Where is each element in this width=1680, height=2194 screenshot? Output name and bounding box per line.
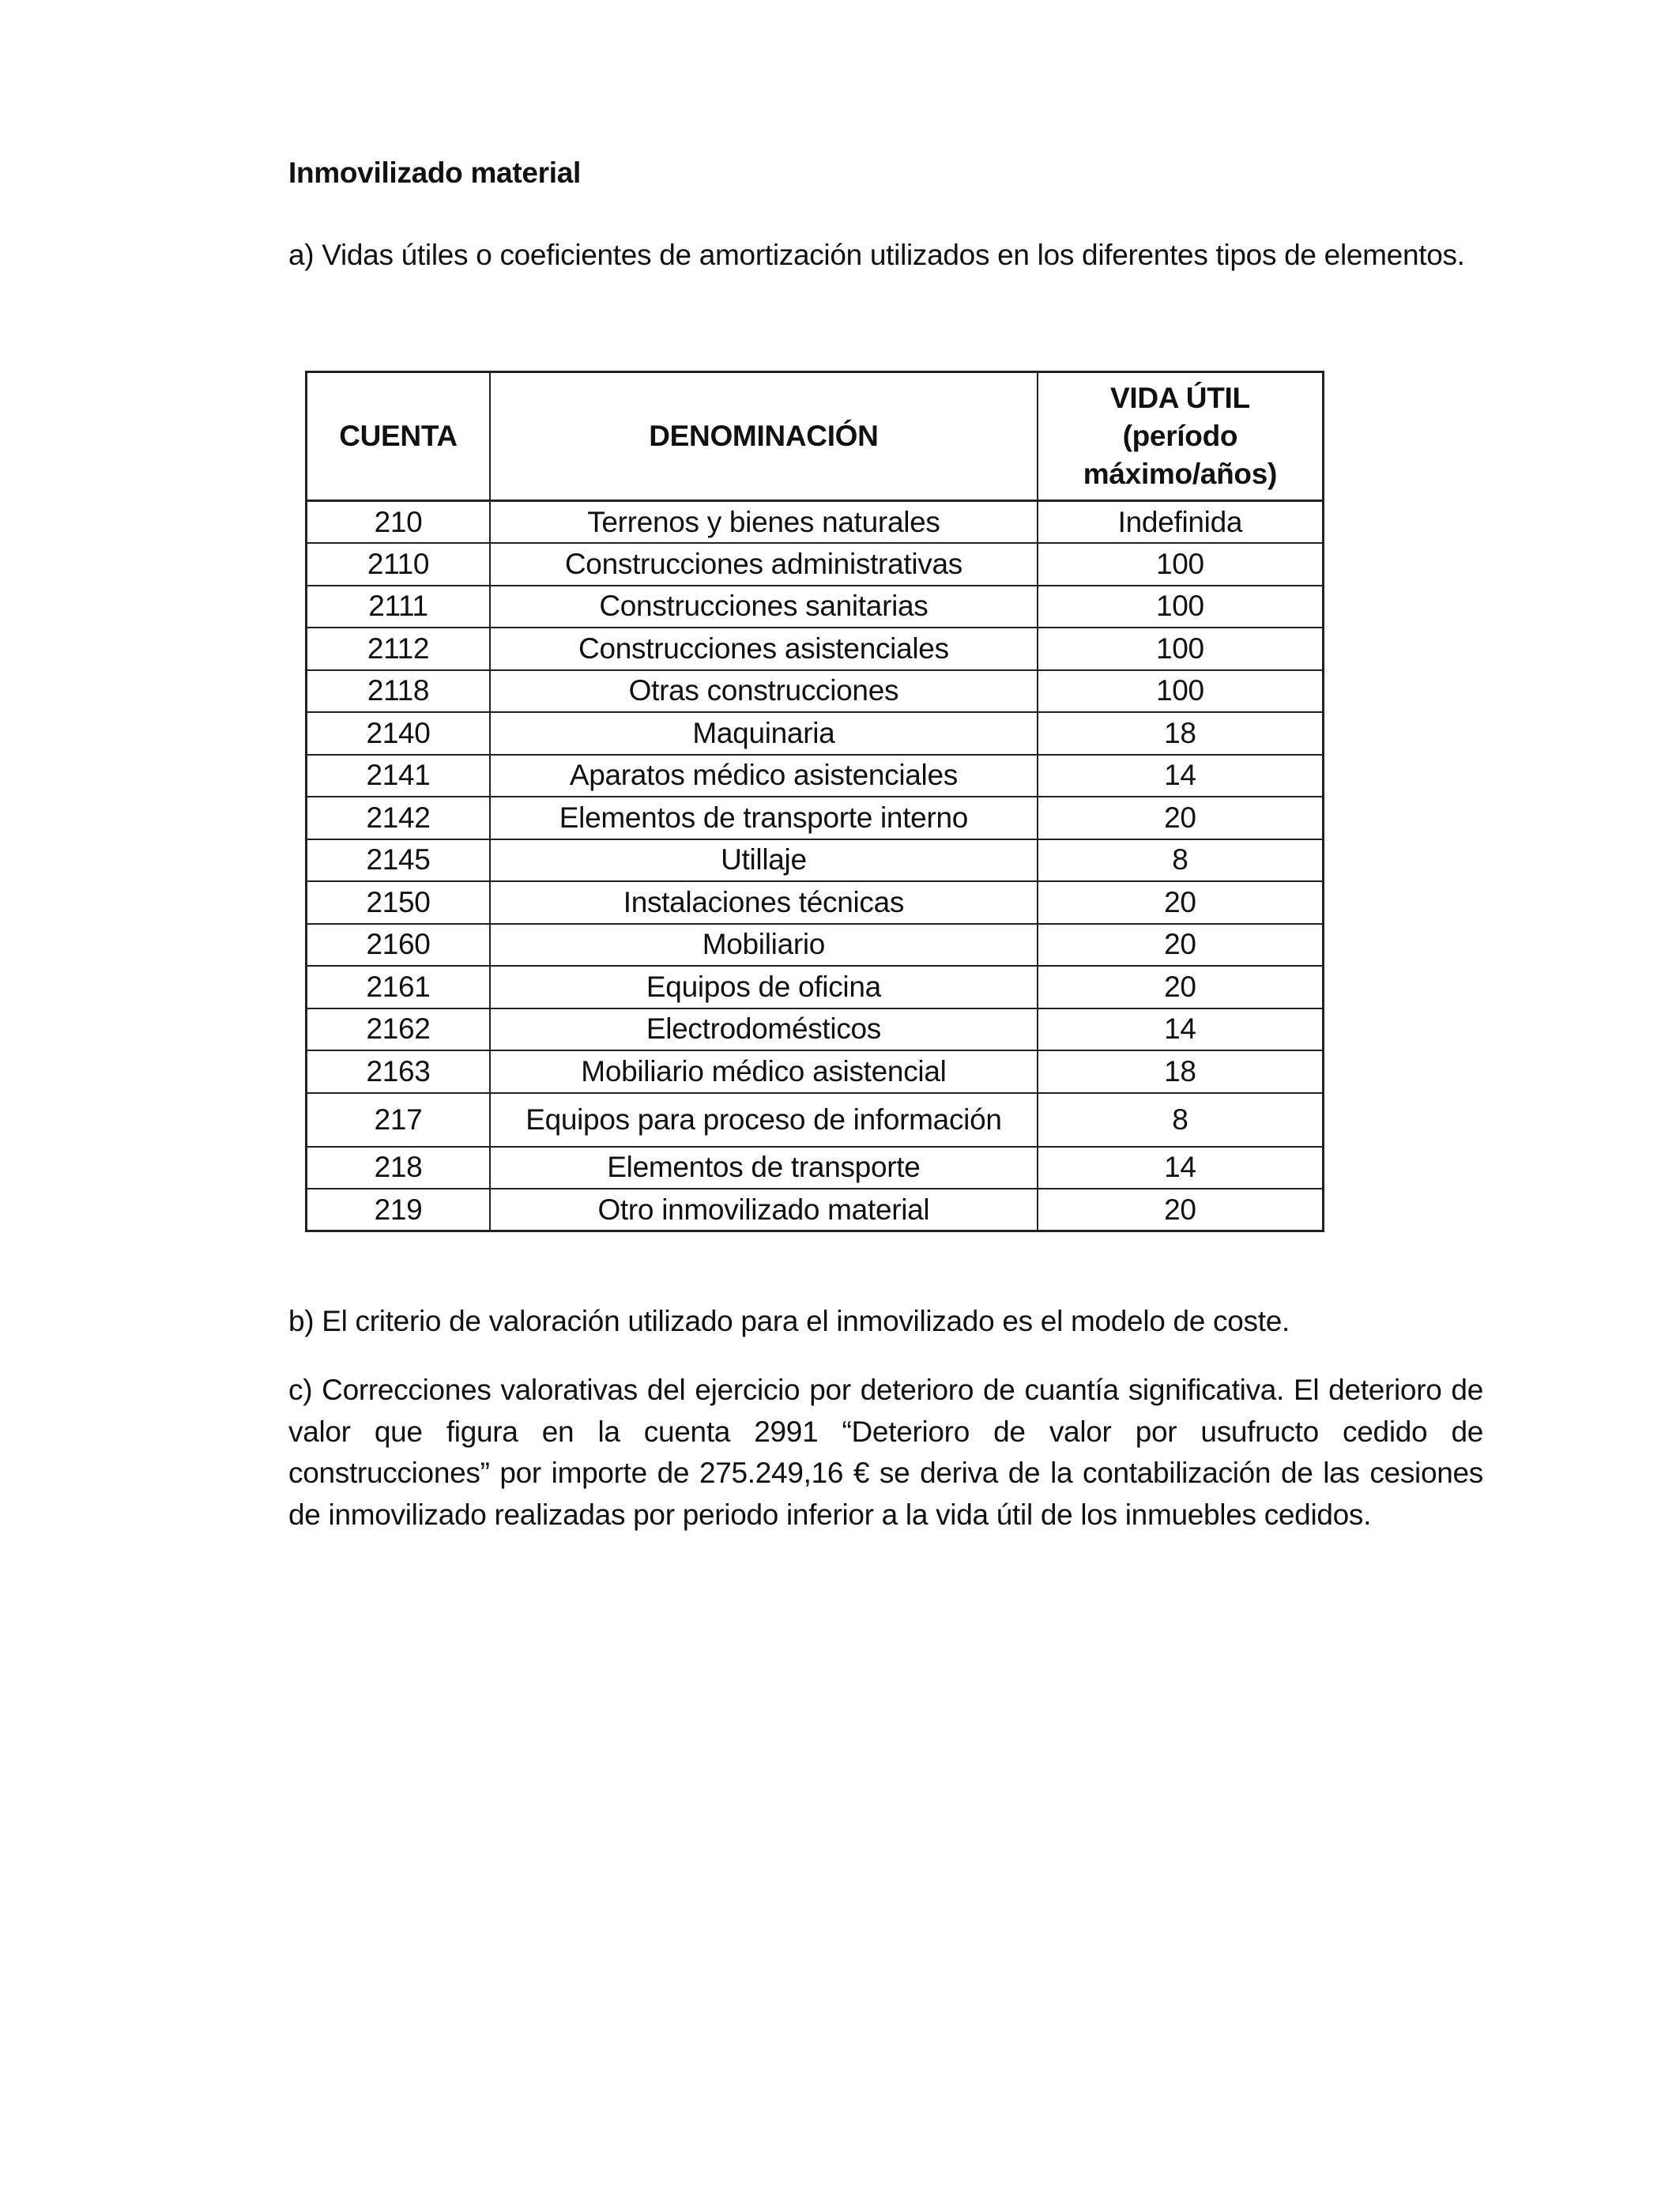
cell-cuenta: 2141 [307, 755, 491, 797]
cell-cuenta: 2111 [307, 586, 491, 628]
cell-cuenta: 2140 [307, 712, 491, 755]
cell-cuenta: 2160 [307, 924, 491, 967]
table-row [307, 712, 1324, 755]
cell-vida-util: 20 [1038, 966, 1324, 1008]
cell-denominacion: Mobiliario médico asistencial [490, 1050, 1038, 1093]
cell-denominacion: Instalaciones técnicas [490, 881, 1038, 924]
cell-denominacion: Construcciones asistenciales [490, 628, 1038, 670]
cell-vida-util: Indefinida [1038, 501, 1324, 544]
table-row [307, 543, 1324, 586]
section-a-text: a) Vidas útiles o coeficientes de amortización utilizados en los diferentes tipos de elementos. [288, 239, 1465, 271]
cell-vida-util: 14 [1038, 1008, 1324, 1051]
table-body [307, 501, 1324, 1231]
table-row [307, 924, 1324, 967]
cell-cuenta: 2163 [307, 1050, 491, 1093]
cell-vida-util: 100 [1038, 586, 1324, 628]
table-row [307, 1008, 1324, 1051]
cell-denominacion: Construcciones sanitarias [490, 586, 1038, 628]
cell-vida-util: 14 [1038, 755, 1324, 797]
table-row [307, 797, 1324, 839]
cell-denominacion: Otras construcciones [490, 670, 1038, 713]
table-row [307, 1189, 1324, 1231]
cell-cuenta: 2142 [307, 797, 491, 839]
cell-denominacion: Elementos de transporte interno [490, 797, 1038, 839]
table-row [307, 586, 1324, 628]
cell-denominacion: Maquinaria [490, 712, 1038, 755]
table-row [307, 670, 1324, 713]
cell-cuenta: 2145 [307, 839, 491, 882]
cell-cuenta: 2161 [307, 966, 491, 1008]
cell-vida-util: 100 [1038, 543, 1324, 586]
cell-denominacion: Aparatos médico asistenciales [490, 755, 1038, 797]
section-b-text: b) El criterio de valoración utilizado para el inmovilizado es el modelo de coste. [288, 1305, 1290, 1337]
cell-cuenta: 2150 [307, 881, 491, 924]
table-row [307, 501, 1324, 544]
cell-denominacion: Otro inmovilizado material [490, 1189, 1038, 1231]
section-heading: Inmovilizado material [288, 156, 581, 189]
cell-cuenta: 218 [307, 1147, 491, 1189]
table-row [307, 839, 1324, 882]
cell-vida-util: 8 [1038, 1093, 1324, 1147]
cell-denominacion: Equipos para proceso de información [490, 1093, 1038, 1147]
cell-denominacion: Equipos de oficina [490, 966, 1038, 1008]
cell-cuenta: 219 [307, 1189, 491, 1231]
cell-vida-util: 20 [1038, 924, 1324, 967]
cell-cuenta: 2118 [307, 670, 491, 713]
cell-vida-util: 20 [1038, 797, 1324, 839]
table-row [307, 1093, 1324, 1147]
table-row [307, 881, 1324, 924]
cell-denominacion: Terrenos y bienes naturales [490, 501, 1038, 544]
cell-cuenta: 2162 [307, 1008, 491, 1051]
cell-vida-util: 100 [1038, 670, 1324, 713]
cell-cuenta: 217 [307, 1093, 491, 1147]
cell-cuenta: 2112 [307, 628, 491, 670]
table-row [307, 755, 1324, 797]
cell-denominacion: Utillaje [490, 839, 1038, 882]
cell-vida-util: 14 [1038, 1147, 1324, 1189]
cell-vida-util: 18 [1038, 1050, 1324, 1093]
cell-vida-util: 20 [1038, 881, 1324, 924]
cell-denominacion: Elementos de transporte [490, 1147, 1038, 1189]
cell-vida-util: 18 [1038, 712, 1324, 755]
cell-denominacion: Mobiliario [490, 924, 1038, 967]
useful-life-table [305, 371, 1324, 1232]
table-row [307, 1050, 1324, 1093]
cell-cuenta: 2110 [307, 543, 491, 586]
cell-vida-util: 8 [1038, 839, 1324, 882]
cell-denominacion: Construcciones administrativas [490, 543, 1038, 586]
table-header-row [307, 372, 1324, 501]
header-denominacion: DENOMINACIÓN [490, 372, 1038, 501]
cell-denominacion: Electrodomésticos [490, 1008, 1038, 1051]
table-row [307, 628, 1324, 670]
cell-vida-util: 20 [1038, 1189, 1324, 1231]
cell-vida-util: 100 [1038, 628, 1324, 670]
table-row [307, 1147, 1324, 1189]
table-row [307, 966, 1324, 1008]
header-cuenta: CUENTA [307, 372, 491, 501]
header-vida-util: VIDA ÚTIL (período máximo/años) [1038, 372, 1324, 501]
cell-cuenta: 210 [307, 501, 491, 544]
section-c-text: c) Correcciones valorativas del ejercicio por deterioro de cuantía significativa. El deterioro de valor que figura en la cuenta 2991 “Deterioro de valor por usufructo cedido de construcciones” por importe de 275.249,16 € se deriva de la contabilización de las cesiones de inmovilizado realizadas por periodo inferior a la vida útil de los inmuebles cedidos. [288, 1374, 1483, 1531]
